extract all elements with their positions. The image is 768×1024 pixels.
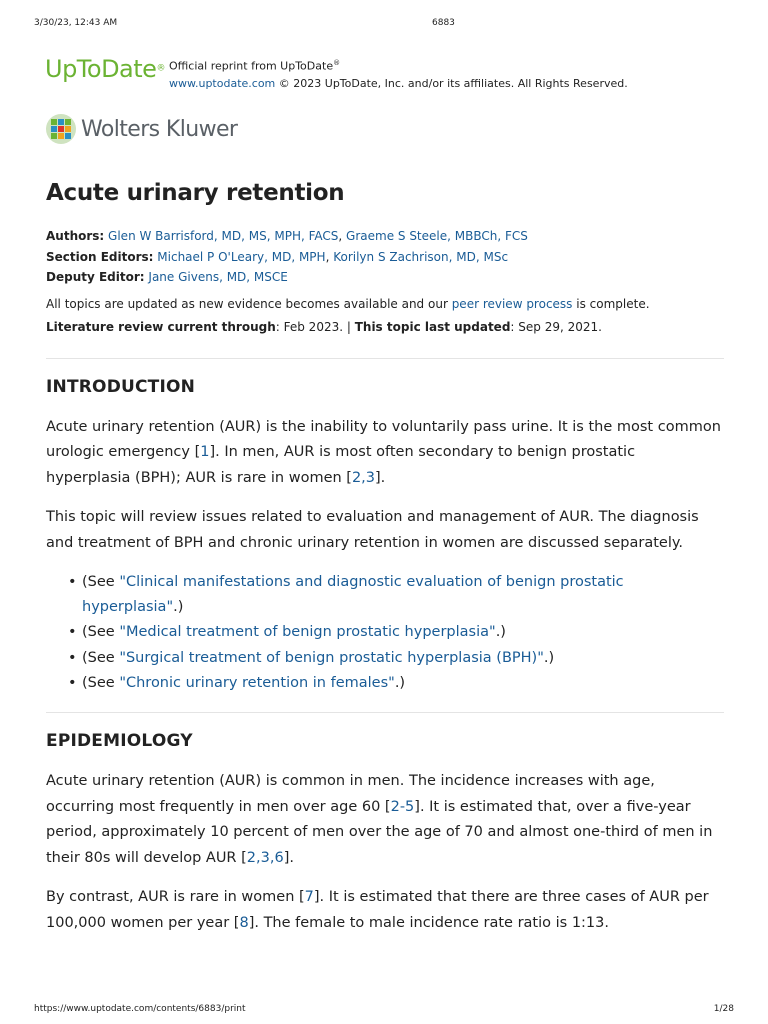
epidemiology-heading: EPIDEMIOLOGY (46, 731, 193, 752)
see-prefix: (See (82, 649, 120, 666)
authors-label: Authors: (46, 229, 105, 243)
update-note (46, 297, 724, 311)
list-item (68, 570, 724, 620)
section-editors-line: Section Editors: Michael P O'Leary, MD, MPH, Korilyn S Zachrison, MD, MSc (46, 249, 509, 264)
uptodate-logo[interactable] (45, 55, 165, 83)
text-run: ]. In men, AUR is most often secondary to benign prostatic hyperplasia (BPH); AUR is rare in women [ (46, 444, 636, 486)
last-updated-value: : Sep 29, 2021. (510, 319, 602, 334)
author-link[interactable]: Graeme S Steele, MBBCh, FCS (346, 229, 528, 243)
see-suffix: .) (543, 649, 555, 666)
lit-review-label: Literature review current through (46, 319, 276, 334)
text-run: ]. (375, 469, 386, 486)
update-note-pre: All topics are updated as new evidence becomes available and our (46, 296, 452, 311)
article (46, 180, 724, 950)
page-title: Acute urinary retention (46, 180, 345, 206)
section-editors-label: Section Editors: (46, 249, 154, 264)
see-also-list (46, 570, 724, 696)
deputy-editor-link[interactable]: Jane Givens, MD, MSCE (148, 270, 288, 284)
section-divider (46, 358, 724, 359)
reference-link[interactable]: 8 (239, 914, 249, 931)
author-link[interactable]: Glen W Barrisford, MD, MS, MPH, FACS (108, 229, 339, 243)
review-dates (46, 320, 724, 334)
lit-review-value: : Feb 2023. | (275, 319, 355, 334)
wolters-kluwer-logo (45, 113, 237, 145)
reprint-notice (169, 55, 628, 92)
reprint-line: Official reprint from UpToDate (169, 59, 334, 73)
topic-link[interactable]: "Medical treatment of benign prostatic hyperplasia" (119, 624, 496, 641)
topic-link[interactable]: "Chronic urinary retention in females" (119, 674, 395, 691)
section-editor-link[interactable]: Michael P O'Leary, MD, MPH (157, 249, 326, 264)
print-date: 3/30/23, 12:43 AM (34, 18, 118, 28)
peer-review-link[interactable]: peer review process (451, 296, 573, 311)
uptodate-logo-reg: ® (156, 63, 165, 74)
wolters-kluwer-text: Wolters Kluwer (81, 116, 238, 142)
list-item (68, 671, 724, 696)
introduction-paragraph: This topic will review issues related to evaluation and management of AUR. The diagnosis and treatment of BPH and chronic urinary retention in women are discussed separately. (46, 509, 699, 551)
see-suffix: .) (394, 674, 406, 691)
text-run: Acute urinary retention (AUR) is the inability to voluntarily pass urine. It is the most common urologic emergency [ (46, 418, 721, 460)
text-run: ]. (283, 849, 294, 866)
epidemiology-paragraph (46, 769, 724, 871)
text-run: By contrast, AUR is rare in women [ (46, 889, 305, 906)
wolters-kluwer-mark-icon (45, 113, 77, 145)
authors-line: Authors: Glen W Barrisford, MD, MS, MPH, FACS, Graeme S Steele, MBBCh, FCS (46, 229, 528, 243)
deputy-editor-label: Deputy Editor: (46, 270, 145, 284)
topic-link[interactable]: "Surgical treatment of benign prostatic hyperplasia (BPH)" (119, 649, 544, 666)
uptodate-site-link[interactable]: www.uptodate.com (169, 76, 276, 90)
reprint-reg: ® (333, 59, 341, 67)
reference-link[interactable]: 7 (304, 889, 314, 906)
text-run: Acute urinary retention (AUR) is common in men. The incidence increases with age, occurring most frequently in men over age 60 [ (46, 773, 655, 815)
reference-link[interactable]: 2-5 (390, 798, 415, 815)
reference-link[interactable]: 1 (200, 444, 210, 460)
text-run: ]. It is estimated that, over a five-year period, approximately 10 percent of men over the age of 70 and almost one-third of men in their 80s will develop AUR [ (46, 798, 713, 866)
see-prefix: (See (82, 674, 120, 691)
introduction-heading: INTRODUCTION (46, 376, 196, 397)
update-note-post: is complete. (572, 296, 650, 311)
introduction-paragraph (46, 415, 724, 492)
reference-link[interactable]: 2,3,6 (246, 849, 284, 866)
see-suffix: .) (173, 599, 184, 616)
see-suffix: .) (495, 624, 506, 641)
section-divider (46, 712, 724, 713)
text-run: ]. The female to male incidence rate ratio is 1:13. (248, 914, 609, 931)
last-updated-label: This topic last updated (354, 319, 511, 334)
topic-link[interactable]: "Clinical manifestations and diagnostic evaluation of benign prostatic hyperplasia" (82, 574, 624, 616)
reference-link[interactable]: 2,3 (351, 469, 376, 486)
section-editor-link[interactable]: Korilyn S Zachrison, MD, MSc (333, 249, 509, 264)
print-doc-id: 6883 (432, 18, 455, 28)
uptodate-logo-text: UpToDate (45, 55, 157, 83)
epidemiology-paragraph (46, 885, 724, 936)
page-number: 1/28 (713, 1004, 734, 1014)
print-url: https://www.uptodate.com/contents/6883/print (34, 1004, 246, 1014)
copyright-text: © 2023 UpToDate, Inc. and/or its affiliates. All Rights Reserved. (275, 76, 628, 90)
list-item (68, 646, 724, 671)
text-run: ]. It is estimated that there are three cases of AUR per 100,000 women per year [ (46, 889, 709, 931)
see-prefix: (See (82, 574, 120, 590)
list-item (68, 620, 724, 645)
deputy-editor-line (46, 267, 724, 288)
see-prefix: (See (82, 624, 120, 641)
